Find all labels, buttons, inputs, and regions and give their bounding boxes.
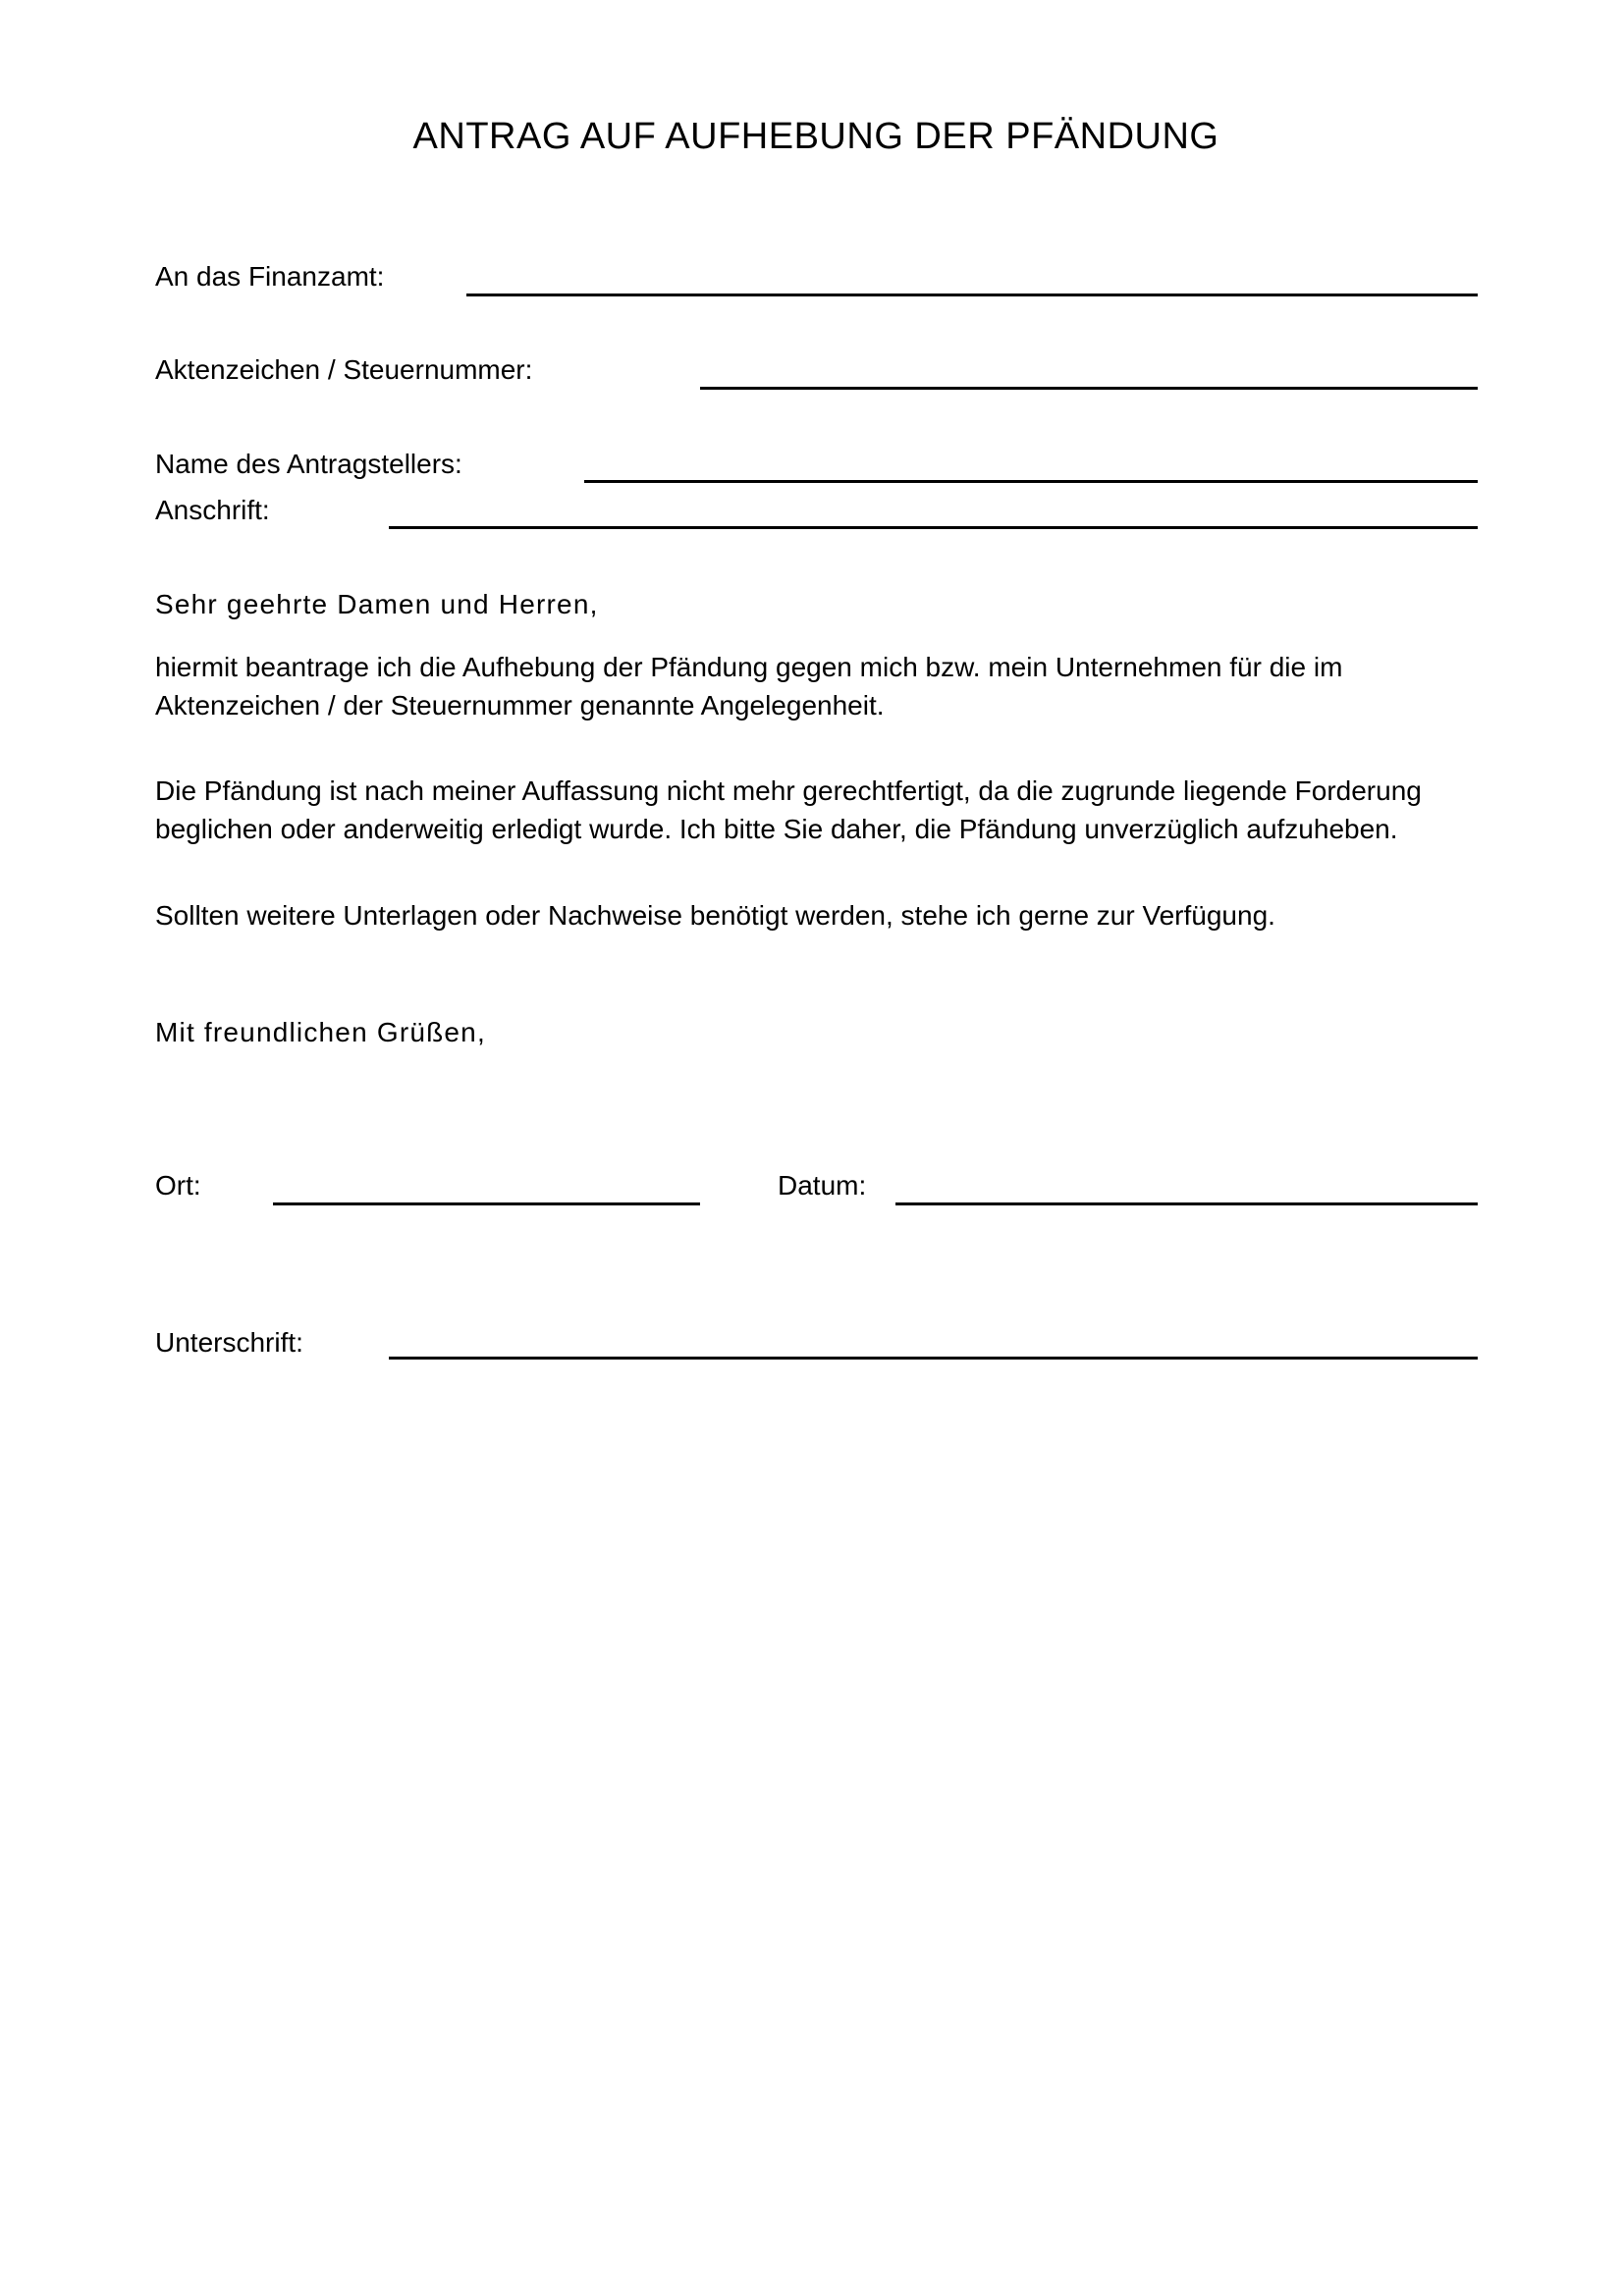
paragraph-1: hiermit beantrage ich die Aufhebung der Pfändung gegen mich bzw. mein Unternehmen für die im Aktenzeichen / der Steuernummer genannte Angelegenheit. (155, 652, 1343, 721)
aktenzeichen-label: Aktenzeichen / Steuernummer: (155, 354, 533, 385)
salutation: Sehr geehrte Damen und Herren, (155, 589, 599, 619)
name-underline (584, 480, 1478, 483)
name-label: Name des Antragstellers: (155, 449, 462, 479)
datum-field[interactable] (895, 1164, 1478, 1203)
anschrift-field[interactable] (389, 488, 1478, 527)
unterschrift-underline (389, 1357, 1478, 1360)
aktenzeichen-underline (700, 387, 1478, 390)
anschrift-underline (389, 526, 1478, 529)
datum-label: Datum: (778, 1170, 867, 1201)
finanzamt-field[interactable] (466, 255, 1478, 294)
name-field[interactable] (584, 442, 1478, 481)
finanzamt-underline (466, 294, 1478, 296)
anschrift-label: Anschrift: (155, 495, 270, 525)
ort-label: Ort: (155, 1170, 201, 1201)
paragraph-3: Sollten weitere Unterlagen oder Nachweise benötigt werden, stehe ich gerne zur Verfügung. (155, 900, 1275, 931)
unterschrift-field[interactable] (389, 1318, 1478, 1358)
ort-field[interactable] (273, 1164, 700, 1203)
paragraph-2: Die Pfändung ist nach meiner Auffassung nicht mehr gerechtfertigt, da die zugrunde liegende Forderung beglichen oder anderweitig erledigt wurde. Ich bitte Sie daher, die Pfändung unverzüglich aufzuheben. (155, 775, 1422, 844)
finanzamt-label: An das Finanzamt: (155, 261, 385, 292)
datum-underline (895, 1202, 1478, 1205)
ort-underline (273, 1202, 700, 1205)
closing: Mit freundlichen Grüßen, (155, 1017, 486, 1047)
document-title: ANTRAG AUF AUFHEBUNG DER PFÄNDUNG (412, 116, 1219, 157)
unterschrift-label: Unterschrift: (155, 1327, 303, 1358)
aktenzeichen-field[interactable] (700, 348, 1478, 388)
